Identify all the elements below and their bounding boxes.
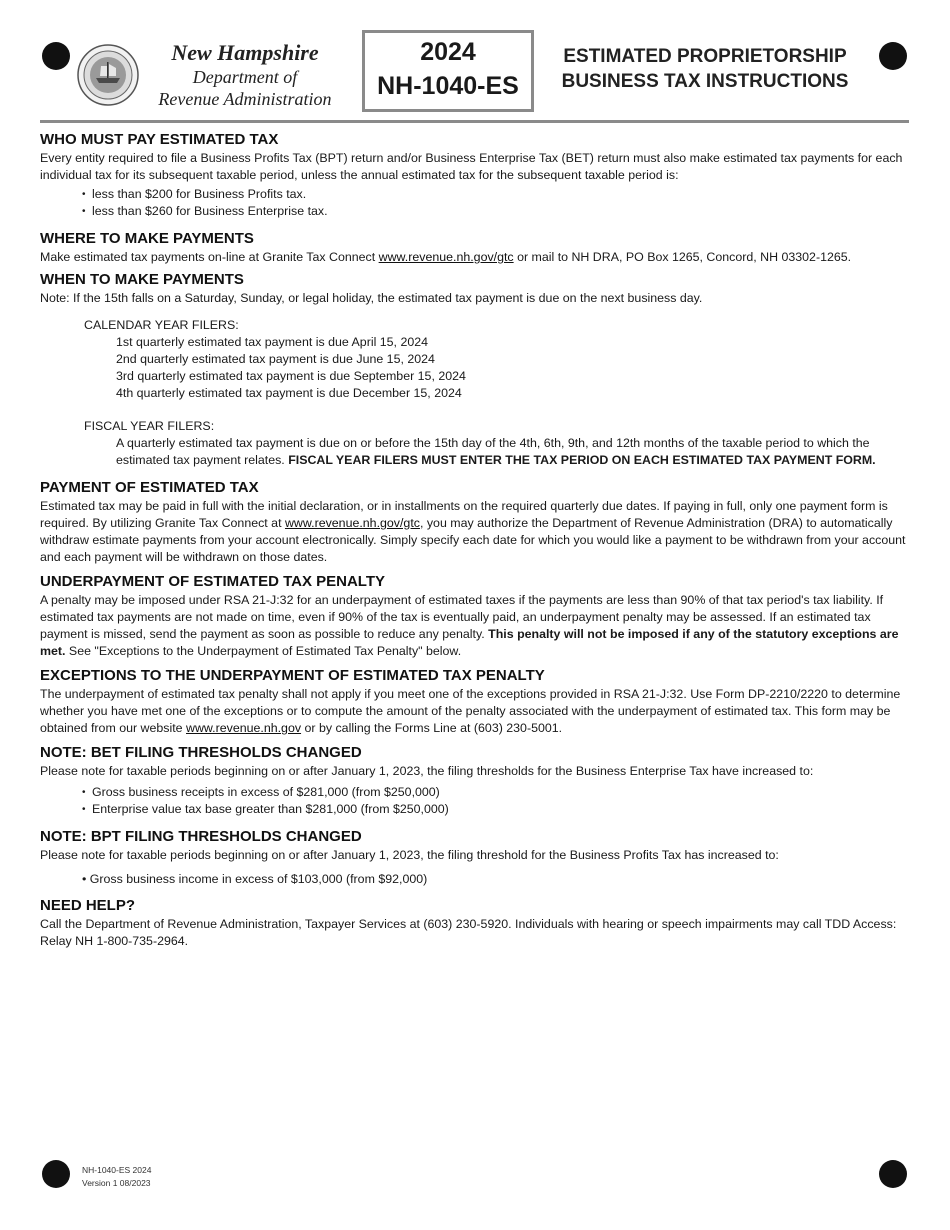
payment-text [40, 498, 910, 566]
list-item: 4th quarterly estimated tax payment is due December 15, 2024 [116, 386, 462, 400]
section-heading-where: WHERE TO MAKE PAYMENTS [40, 230, 254, 247]
help-text: Call the Department of Revenue Administration, Taxpayer Services at (603) 230-5920. Individuals with hearing or speech impairments may call TDD Access: Relay NH 1-800-735-2964. [40, 917, 897, 948]
section-heading-bet: NOTE: BET FILING THRESHOLDS CHANGED [40, 744, 362, 761]
agency-name [140, 40, 350, 110]
document-title-line2: BUSINESS TAX INSTRUCTIONS [561, 71, 849, 92]
fiscal-filers-label: FISCAL YEAR FILERS: [84, 419, 215, 433]
section-heading-when: WHEN TO MAKE PAYMENTS [40, 271, 244, 288]
where-text [40, 249, 910, 266]
section-heading-underpayment: UNDERPAYMENT OF ESTIMATED TAX PENALTY [40, 573, 386, 590]
state-name: New Hampshire [171, 40, 319, 65]
list-item: 2nd quarterly estimated tax payment is due June 15, 2024 [116, 352, 435, 366]
exceptions-text-after: or by calling the Forms Line at (603) 230-5001. [301, 721, 563, 735]
footer-form-id: NH-1040-ES 2024 [82, 1165, 152, 1175]
payment-text-before: Estimated tax may be paid in full with the initial declaration, or in installments on the required quarterly due dates. If paying in full, only one payment form is required. By utilizing Granite Tax Connect at [40, 499, 888, 530]
list-item: 3rd quarterly estimated tax payment is due September 15, 2024 [116, 369, 466, 383]
fiscal-bold-notice: FISCAL YEAR FILERS MUST ENTER THE TAX PERIOD ON EACH ESTIMATED TAX PAYMENT FORM. [288, 453, 876, 467]
payment-text-after: , you may authorize the Department of Revenue Administration (DRA) to automatically withdraw estimate payments from your account electronically. Simply specify each date for which you would like a payment to be withdrawn from your account and each payment will be withdrawn on those dates. [40, 516, 906, 564]
tax-year: 2024 [420, 38, 476, 66]
calendar-due-dates [116, 334, 910, 402]
underpayment-text-before: A penalty may be imposed under RSA 21-J:32 for an underpayment of estimated taxes if the payments are less than 90% of that tax period's tax liability. If estimated tax payments are not made on time, even if 90% of the tax is eventually paid, an underpayment penalty may be assessed. If an estimated tax payment is missed, send the payment as soon as possible to reduce any penalty. [40, 593, 884, 641]
list-item: 1st quarterly estimated tax payment is due April 15, 2024 [116, 335, 429, 349]
footer-version: Version 1 08/2023 [82, 1178, 151, 1188]
section-heading-payment: PAYMENT OF ESTIMATED TAX [40, 479, 259, 496]
registration-mark-bottom-right [879, 1160, 907, 1188]
underpayment-text [40, 592, 910, 660]
form-number: NH-1040-ES [377, 72, 519, 100]
when-note: Note: If the 15th falls on a Saturday, Sunday, or legal holiday, the estimated tax payment is due on the next business day. [40, 291, 703, 305]
exceptions-text-before: The underpayment of estimated tax penalty shall not apply if you meet one of the exceptions provided in RSA 21-J:32. Use Form DP-2210/2220 to determine whether you have met one of the exceptions or to compute the amount of the penalty associated with the underpayment of estimated tax. This form may be obtained from our website [40, 687, 901, 735]
who-bullet-list [82, 186, 910, 220]
fiscal-filers-text [116, 435, 910, 469]
bet-bullet-list [82, 784, 910, 818]
list-item: • Enterprise value tax base greater than $281,000 (from $250,000) [82, 801, 910, 818]
form-id-box [362, 30, 534, 112]
instructions-body [40, 130, 910, 950]
agency-line: Revenue Administration [158, 89, 332, 109]
where-text-after: or mail to NH DRA, PO Box 1265, Concord, NH 03302-1265. [513, 250, 852, 264]
underpayment-bold-notice: This penalty will not be imposed if any of the statutory exceptions are met. [40, 627, 899, 658]
registration-mark-top-left [42, 42, 70, 70]
calendar-filers-label: CALENDAR YEAR FILERS: [84, 318, 239, 332]
footer [82, 1164, 151, 1190]
section-heading-exceptions: EXCEPTIONS TO THE UNDERPAYMENT OF ESTIMATED TAX PENALTY [40, 667, 545, 684]
list-item: • Gross business receipts in excess of $281,000 (from $250,000) [82, 784, 910, 801]
registration-mark-bottom-left [42, 1160, 70, 1188]
bet-text: Please note for taxable periods beginning on or after January 1, 2023, the filing thresholds for the Business Enterprise Tax have increased to: [40, 764, 814, 778]
revenue-website-link[interactable]: www.revenue.nh.gov [186, 721, 302, 735]
bpt-text: Please note for taxable periods beginning on or after January 1, 2023, the filing threshold for the Business Profits Tax has increased to: [40, 848, 779, 862]
document-title [553, 44, 857, 94]
list-item: • less than $200 for Business Profits tax. [82, 186, 910, 203]
bpt-bullet: • Gross business income in excess of $103,000 (from $92,000) [82, 872, 428, 886]
gtc-link[interactable]: www.revenue.nh.gov/gtc [284, 516, 420, 530]
where-text-before: Make estimated tax payments on-line at Granite Tax Connect [40, 250, 379, 264]
fiscal-text: A quarterly estimated tax payment is due on or before the 15th day of the 4th, 6th, 9th, and 12th months of the taxable period to which the estimated tax payment relates. [116, 436, 870, 467]
section-heading-bpt: NOTE: BPT FILING THRESHOLDS CHANGED [40, 828, 362, 845]
underpayment-text-after: See "Exceptions to the Underpayment of Estimated Tax Penalty" below. [65, 644, 462, 658]
list-item: • less than $260 for Business Enterprise tax. [82, 203, 910, 220]
section-heading-who: WHO MUST PAY ESTIMATED TAX [40, 131, 279, 148]
registration-mark-top-right [879, 42, 907, 70]
who-text: Every entity required to file a Business Profits Tax (BPT) return and/or Business Enterprise Tax (BET) return must also make estimated tax payments for each individual tax for its subsequent taxable period, unless the annual estimated tax for the subsequent taxable period is: [40, 151, 903, 182]
section-heading-help: NEED HELP? [40, 897, 136, 914]
exceptions-text [40, 686, 910, 737]
document-title-line1: ESTIMATED PROPRIETORSHIP [563, 46, 847, 67]
header-divider [40, 120, 909, 123]
department-line: Department of [192, 67, 298, 87]
gtc-link[interactable]: www.revenue.nh.gov/gtc [378, 250, 514, 264]
state-seal-icon [77, 44, 139, 106]
